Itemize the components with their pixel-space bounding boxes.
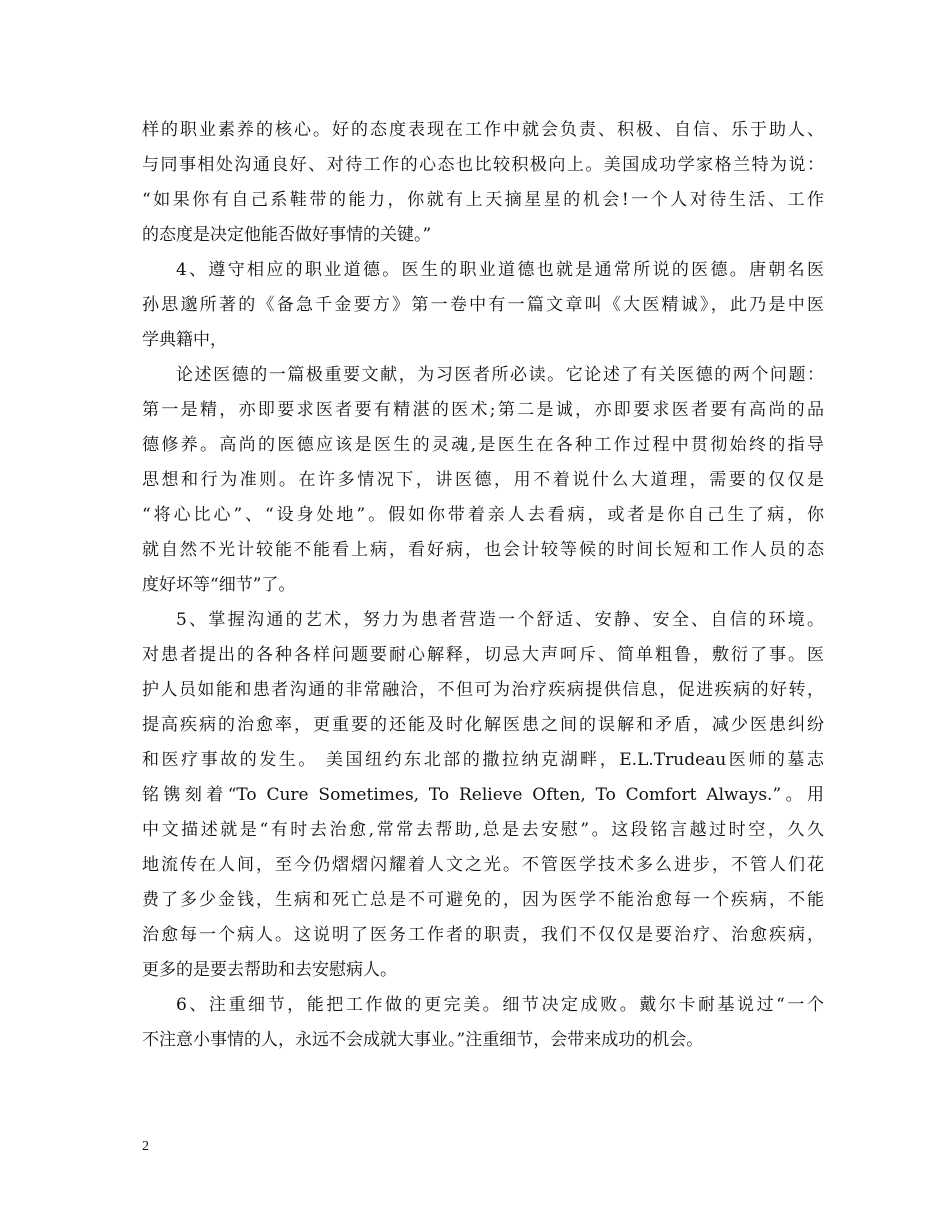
page-number: 2 (142, 1139, 149, 1154)
text-line: 提高疾病的治愈率，更重要的还能及时化解医患之间的误解和矛盾，减少医患纠纷 (142, 715, 824, 735)
text-line: 孙思邈所著的《备急千金要方》第一卷中有一篇文章叫《大医精诚》，此乃是中医 (142, 295, 824, 315)
text-line: 德修养。高尚的医德应该是医生的灵魂,是医生在各种工作过程中贯彻始终的指导 (142, 435, 824, 455)
text-line: 5、掌握沟通的艺术，努力为患者营造一个舒适、安静、安全、自信的环境。 (176, 610, 824, 630)
text-line: 论述医德的一篇极重要文献，为习医者所必读。它论述了有关医德的两个问题： (176, 365, 824, 385)
text-line: 与同事相处沟通良好、对待工作的心态也比较积极向上。美国成功学家格兰特为说： (142, 155, 824, 175)
text-line: 不注意小事情的人，永远不会成就大事业。”注重细节，会带来成功的机会。 (142, 1030, 704, 1050)
text-line: 中文描述就是“有时去治愈,常常去帮助,总是去安慰”。这段铭言越过时空，久久 (142, 820, 824, 840)
paragraph-item-6 (142, 988, 824, 1058)
text-line: “如果你有自己系鞋带的能力，你就有上天摘星星的机会!一个人对待生活、工作 (142, 190, 824, 210)
text-line: 6、注重细节，能把工作做的更完美。细节决定成败。戴尔卡耐基说过“一个 (176, 995, 824, 1015)
text-line: 铭镌刻着“To Cure Sometimes, To Relieve Often, To Comfort Always.”。用 (142, 785, 824, 805)
paragraph-item-5 (142, 603, 824, 988)
paragraph-item-4 (142, 253, 824, 358)
paragraph-attitude-continued (142, 113, 824, 253)
text-line: 思想和行为准则。在许多情况下，讲医德，用不着说什么大道理，需要的仅仅是 (142, 470, 824, 490)
text-line: 护人员如能和患者沟通的非常融洽，不但可为治疗疾病提供信息，促进疾病的好转， (142, 680, 824, 700)
text-line: 度好坏等“细节”了。 (142, 575, 296, 595)
paragraph-medical-ethics (142, 358, 824, 603)
text-line: 就自然不光计较能不能看上病，看好病，也会计较等候的时间长短和工作人员的态 (142, 540, 824, 560)
text-line: 4、遵守相应的职业道德。医生的职业道德也就是通常所说的医德。唐朝名医 (176, 260, 824, 280)
text-line: “将心比心”、“设身处地”。假如你带着亲人去看病，或者是你自己生了病，你 (142, 505, 824, 525)
text-line: 更多的是要去帮助和去安慰病人。 (142, 960, 397, 980)
text-line: 和医疗事故的发生。 美国纽约东北部的撒拉纳克湖畔，E.L.Trudeau医师的墓志 (142, 750, 824, 770)
text-line: 治愈每一个病人。这说明了医务工作者的职责，我们不仅仅是要治疗、治愈疾病， (142, 925, 824, 945)
text-line: 对患者提出的各种各样问题要耐心解释，切忌大声呵斥、简单粗鲁，敷衍了事。医 (142, 645, 824, 665)
text-line: 的态度是决定他能否做好事情的关键。” (142, 225, 432, 245)
text-line: 第一是精，亦即要求医者要有精湛的医术;第二是诚，亦即要求医者要有高尚的品 (142, 400, 824, 420)
text-line: 地流传在人间，至今仍熠熠闪耀着人文之光。不管医学技术多么进步，不管人们花 (142, 855, 824, 875)
document-body (142, 113, 824, 1058)
text-line: 学典籍中， (142, 330, 227, 350)
text-line: 样的职业素养的核心。好的态度表现在工作中就会负责、积极、自信、乐于助人、 (142, 120, 824, 140)
text-line: 费了多少金钱，生病和死亡总是不可避免的，因为医学不能治愈每一个疾病，不能 (142, 890, 824, 910)
